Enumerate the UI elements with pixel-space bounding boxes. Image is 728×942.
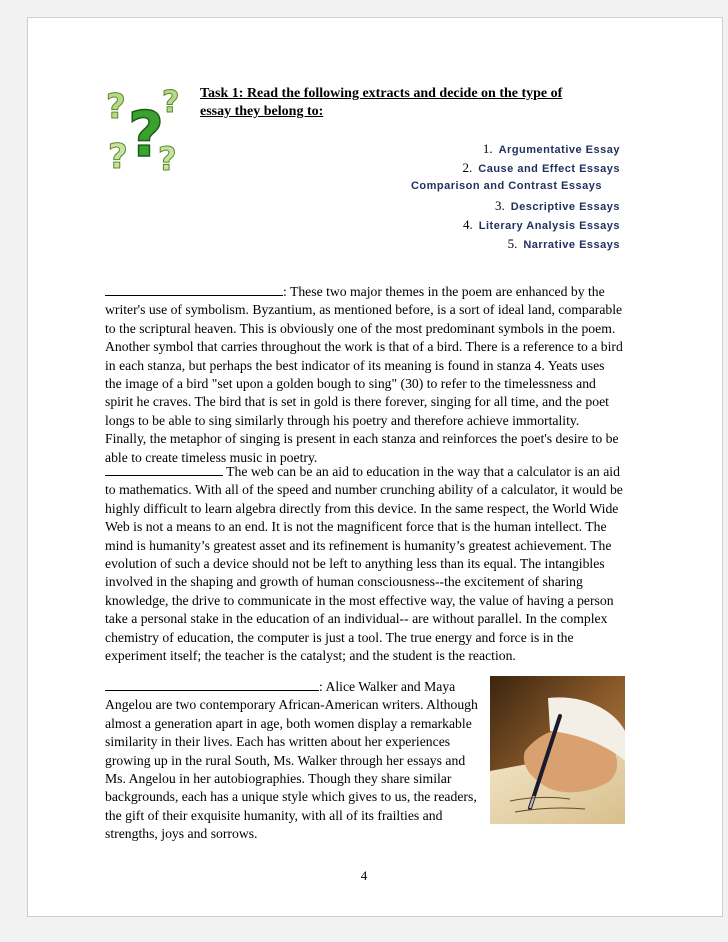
answer-blank-2[interactable] bbox=[105, 463, 223, 476]
extract-3 bbox=[105, 678, 480, 844]
essay-type-number: 1. bbox=[482, 141, 493, 156]
svg-text:?: ? bbox=[108, 137, 128, 176]
essay-type-item bbox=[360, 215, 620, 234]
svg-text:?: ? bbox=[158, 140, 177, 176]
essay-type-label: Descriptive Essays bbox=[510, 201, 620, 213]
essay-type-label: Narrative Essays bbox=[523, 239, 620, 251]
essay-type-list bbox=[360, 139, 620, 253]
essay-type-label: Literary Analysis Essays bbox=[478, 220, 620, 232]
svg-text:?: ? bbox=[128, 98, 164, 171]
essay-type-item bbox=[360, 139, 620, 158]
extract-2 bbox=[105, 463, 623, 665]
page-number: 4 bbox=[360, 868, 368, 883]
writing-hand-photo bbox=[490, 676, 625, 824]
essay-type-item bbox=[360, 234, 620, 253]
task-title bbox=[200, 85, 620, 121]
essay-type-item bbox=[360, 196, 620, 215]
essay-type-number: 4. bbox=[463, 217, 473, 232]
essay-type-number: 5. bbox=[507, 236, 518, 251]
extract-1-text: : These two major themes in the poem are enhanced by the writer's use of symbolism. Byzantium, as mentioned before, is a sort of ideal land, comparable to the scriptural heaven. This is obviously one of the most predominant symbols in the poem. Another symbol that carries throughout the work is that of a bird. There is a reference to a bird in each stanza, but perhaps the best indicator of its meaning is found in stanza 4. Yeats uses the image of a bird "set upon a golden bough to sing" (30) to refer to the timelessness and spirit he craves. The bird that is set in gold is there forever, singing for all time, and the poet longs to be able to sing similarly through his poetry and therefore achieve immortality. Finally, the metaphor of singing is present in each stanza and reinforces the poet's desire to be able to create timeless music in poetry. bbox=[105, 284, 623, 465]
extract-2-text: The web can be an aid to education in the way that a calculator is an aid to mathematics. With all of the speed and number crunching ability of a calculator, it would be highly difficult to learn algebra directly from this device. In the same respect, the World Wide Web is not a means to an end. It is not the magnificent force that is the human intellect. The mind is humanity’s greatest asset and its refinement is humanity’s greatest achievement. The evolution of such a device should not be left to anything less than its equal. The intangibles involved in the shaping and growth of human consciousness--the excitement of sharing knowledge, the drive to communicate in the most effective way, the value of having a person take a personal stake in the education of an individual-- are without parallel. In the complex chemistry of education, the computer is just a tool. The true energy and force is in the experiment itself; the teacher is the catalyst; and the student is the reaction. bbox=[105, 464, 623, 664]
essay-type-item bbox=[360, 177, 620, 196]
answer-blank-3[interactable] bbox=[105, 678, 319, 691]
extract-3-text: : Alice Walker and Maya Angelou are two contemporary African-American writers. Although almost a generation apart in age, both women display a remarkable similarity in their lives. Each has written about her experiences growing up in the rural South, Ms. Walker through her essays and Ms. Angelou in her autobiographies. Though they share similar backgrounds, each has a unique style which gives to us, the readers, the gift of their exquisite humanity, with all of its frailties and strengths, joys and sorrows. bbox=[105, 679, 478, 842]
task-title-line-1: Task 1: Read the following extracts and decide on the type of bbox=[200, 86, 563, 101]
essay-type-label: Cause and Effect Essays bbox=[478, 163, 620, 175]
answer-blank-1[interactable] bbox=[105, 283, 283, 296]
extract-1 bbox=[105, 283, 623, 467]
essay-type-item bbox=[360, 158, 620, 177]
essay-type-label: Argumentative Essay bbox=[498, 144, 620, 156]
essay-type-number: 3. bbox=[494, 198, 505, 213]
svg-text:?: ? bbox=[106, 87, 126, 127]
question-marks-icon bbox=[104, 84, 192, 176]
essay-type-label: Comparison and Contrast Essays bbox=[410, 180, 602, 192]
essay-type-number: 2. bbox=[462, 160, 473, 175]
svg-text:?: ? bbox=[162, 85, 180, 120]
task-title-line-2: essay they belong to: bbox=[200, 104, 324, 119]
